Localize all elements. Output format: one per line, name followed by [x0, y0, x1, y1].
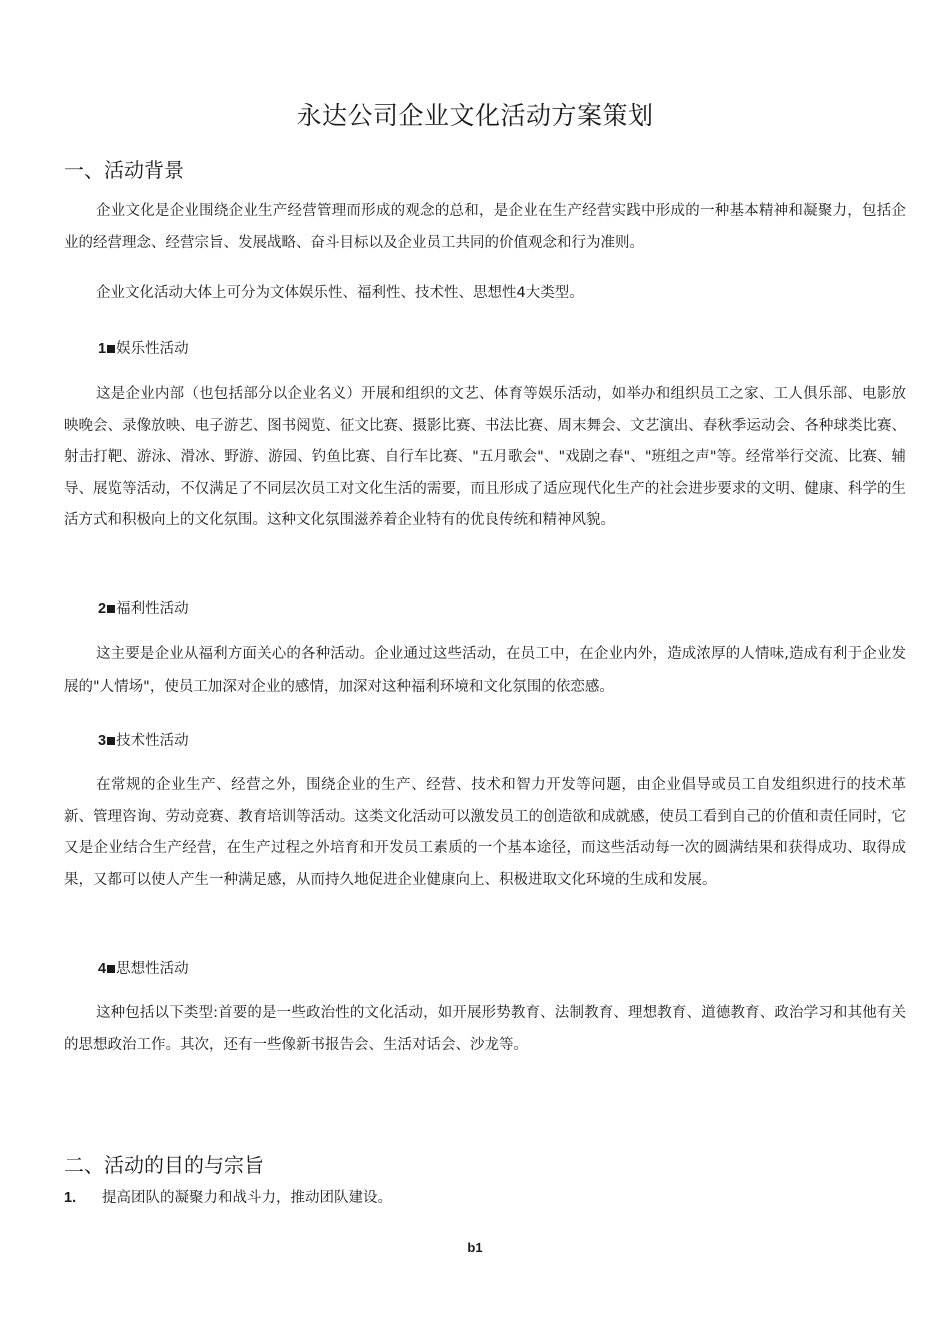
paragraph-activity-types: 企业文化活动大体上可分为文体娱乐性、福利性、技术性、思想性4大类型。	[96, 285, 584, 301]
subheading-entertainment	[98, 337, 189, 358]
subheading-label: 思想性活动	[116, 961, 189, 977]
subheading-technical	[98, 729, 189, 750]
subheading-number: 1	[98, 341, 107, 357]
paragraph-welfare: 这主要是企业从福利方面关心的各种活动。企业通过这些活动，在员工中，在企业内外，造成浓厚的人情味,造成有利于企业发展的"人情场"，使员工加深对企业的感情，加深对这种福利环境和文化氛围的依恋感。	[64, 646, 906, 695]
list-item	[64, 1186, 392, 1207]
subheading-number: 4	[98, 961, 107, 977]
square-bullet-icon	[107, 605, 115, 613]
square-bullet-icon	[107, 965, 115, 973]
square-bullet-icon	[107, 737, 115, 745]
subheading-label: 娱乐性活动	[116, 341, 189, 357]
subheading-welfare	[98, 597, 189, 618]
document-title: 永达公司企业文化活动方案策划	[296, 101, 654, 130]
subheading-number: 2	[98, 601, 107, 617]
subheading-label: 技术性活动	[116, 733, 189, 749]
page-number: b1	[467, 1240, 483, 1255]
list-item-number: 1.	[64, 1190, 77, 1206]
square-bullet-icon	[107, 345, 115, 353]
section-heading-background: 一、活动背景	[64, 158, 184, 182]
paragraph-corporate-culture-definition: 企业文化是企业围绕企业生产经营管理而形成的观念的总和，是企业在生产经营实践中形成的一种基本精神和凝聚力，包括企业的经营理念、经营宗旨、发展战略、奋斗目标以及企业员工共同的价值观念和行为准则。	[64, 203, 906, 251]
list-item-text: 提高团队的凝聚力和战斗力，推动团队建设。	[102, 1190, 392, 1206]
paragraph-technical: 在常规的企业生产、经营之外，围绕企业的生产、经营、技术和智力开发等问题，由企业倡导或员工自发组织进行的技术革新、管理咨询、劳动竞赛、教育培训等活动。这类文化活动可以激发员工的创造欲和成就感，使员工看到自己的价值和责任同时，它又是企业结合生产经营，在生产过程之外培育和开发员工素质的一个基本途径，而这些活动每一次的圆满结果和获得成功、取得成果，又都可以使人产生一种满足感，从而持久地促进企业健康向上、积极进取文化环境的生成和发展。	[64, 777, 906, 888]
subheading-number: 3	[98, 733, 107, 749]
paragraph-entertainment: 这是企业内部（也包括部分以企业名义）开展和组织的文艺、体育等娱乐活动，如举办和组织员工之家、工人俱乐部、电影放映晚会、录像放映、电子游艺、图书阅览、征文比赛、摄影比赛、书法比赛、周末舞会、文艺演出、春秋季运动会、各种球类比赛、射击打靶、游泳、滑冰、野游、游园、钓鱼比赛、自行车比赛、"五月歌会"、"戏剧之春"、"班组之声"等。经常举行交流、比赛、辅导、展览等活动，不仅满足了不同层次员工对文化生活的需要，而且形成了适应现代化生产的社会进步要求的文明、健康、科学的生活方式和积极向上的文化氛围。这种文化氛围滋养着企业特有的优良传统和精神风貌。	[64, 386, 906, 528]
section-heading-purpose: 二、活动的目的与宗旨	[64, 1153, 264, 1177]
paragraph-ideological: 这种包括以下类型:首要的是一些政治性的文化活动，如开展形势教育、法制教育、理想教育、道德教育、政治学习和其他有关的思想政治工作。其次，还有一些像新书报告会、生活对话会、沙龙等。	[64, 1005, 906, 1053]
subheading-label: 福利性活动	[116, 601, 189, 617]
subheading-ideological	[98, 957, 189, 978]
